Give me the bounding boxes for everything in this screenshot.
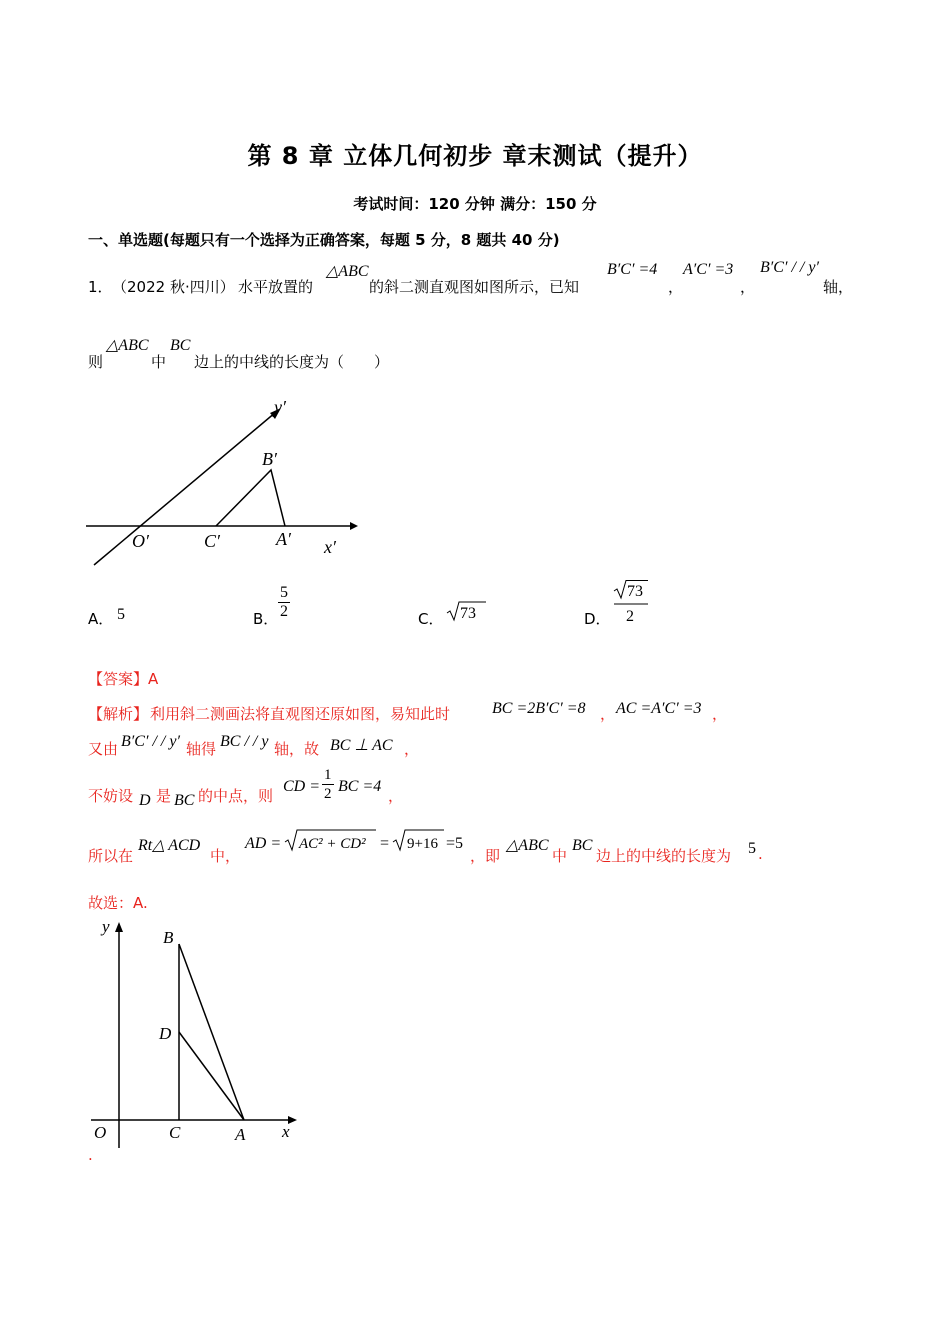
option-a-letter[interactable]: A．	[88, 610, 114, 628]
math-expr: AC =A′C′ =3	[616, 700, 702, 717]
analysis-text: 边上的中线的长度为	[596, 847, 732, 865]
label-b-prime: B′	[262, 449, 277, 469]
label-b: B	[163, 928, 174, 947]
page-title: 第 8 章 立体几何初步 章末测试（提升）	[247, 142, 703, 170]
math-expr: CD =	[283, 778, 321, 795]
analysis-text: 轴得	[186, 740, 217, 758]
triangle-sides	[216, 470, 285, 526]
math-condition: B′C′ / / y′	[760, 259, 819, 276]
label-c-prime: C′	[204, 531, 220, 551]
answer-value: A	[148, 670, 159, 688]
math-radical-1	[284, 828, 378, 854]
option-d-denominator: 2	[626, 608, 634, 625]
analysis-text: 的中点，则	[198, 787, 274, 805]
math-radical-2	[392, 828, 446, 854]
question-text: 则	[88, 353, 104, 371]
math-condition: A′C′ =3	[683, 261, 734, 278]
label-a-prime: A′	[276, 529, 291, 549]
analysis-text: ，	[600, 705, 616, 723]
option-a-value: 5	[117, 606, 125, 623]
x-axis-arrow	[350, 522, 358, 530]
question-text: 中	[151, 353, 167, 371]
question-number: 1．	[88, 278, 113, 296]
math-triangle: △ABC	[326, 263, 369, 280]
math-segment: BC	[170, 337, 191, 354]
analysis-text: ，	[388, 787, 404, 805]
analysis-text: ，	[404, 740, 420, 758]
y-axis-arrow	[115, 922, 123, 932]
answer-line	[88, 668, 158, 689]
label-y-prime: y′	[274, 397, 286, 417]
math-expr: =	[380, 835, 390, 852]
analysis-text: .	[758, 845, 763, 863]
math-expr: BC / / y	[220, 733, 269, 750]
y-axis-line	[94, 412, 276, 565]
analysis-text: 是	[156, 787, 172, 805]
label-o: O	[94, 1123, 107, 1142]
analysis-text: 利用斜二测画法将直观图还原如图，易知此时	[150, 705, 451, 723]
math-expr: =5	[446, 835, 464, 852]
label-x-prime: x′	[324, 537, 336, 557]
analysis-text: 中	[552, 847, 568, 865]
label-c: C	[169, 1123, 181, 1142]
math-expr: BC	[174, 792, 195, 809]
answer-tag: 【答案】	[88, 670, 149, 688]
label-y: y	[102, 917, 110, 936]
math-segment: BC	[572, 837, 593, 854]
math-expr: D	[139, 792, 151, 809]
analysis-text: 中，	[210, 847, 241, 865]
math-fraction-half: $\frac{1}{2}$	[324, 767, 332, 802]
math-expr: 5	[748, 840, 756, 857]
analysis-text: ，即	[470, 847, 501, 865]
math-expr: AD =	[245, 835, 282, 852]
option-b-letter[interactable]: B．	[253, 610, 279, 628]
exam-info: 考试时间：120 分钟 满分：150 分	[353, 195, 597, 213]
analysis-text: 又由	[88, 740, 119, 758]
option-c-radicand: 73	[460, 605, 476, 622]
math-triangle: △ABC	[506, 837, 549, 854]
label-d: D	[159, 1024, 172, 1043]
analysis-text: ，	[712, 705, 728, 723]
analysis-text: 所以在	[88, 847, 134, 865]
section-heading: 一、单选题(每题只有一个选择为正确答案，每题 5 分，8 题共 40 分)	[88, 231, 560, 249]
math-expr: BC ⊥ AC	[330, 737, 393, 754]
comma: ，	[668, 278, 684, 296]
question-text: 水平放置的	[238, 278, 314, 296]
math-triangle: △ABC	[106, 337, 149, 354]
math-expr: B′C′ / / y′	[121, 733, 180, 750]
radicand-2: 9+16	[407, 836, 438, 852]
math-expr: BC =4	[338, 778, 382, 795]
math-condition: B′C′ =4	[607, 261, 658, 278]
segment-ad	[179, 1032, 244, 1120]
comma: ，	[740, 278, 756, 296]
question-text: 边上的中线的长度为（ ）	[194, 353, 390, 371]
segment-ab	[179, 944, 244, 1120]
math-expr: Rt△ ACD	[138, 837, 201, 854]
option-c-letter[interactable]: C．	[418, 610, 444, 628]
option-d-fraction	[612, 580, 652, 626]
option-d-radicand: 73	[627, 583, 643, 600]
analysis-tag: 【解析】	[88, 705, 149, 723]
question-text: 轴，	[823, 278, 854, 296]
analysis-text: 轴，故	[274, 740, 320, 758]
option-d-letter[interactable]: D．	[584, 610, 611, 628]
question-text: 的斜二测直观图如图所示，已知	[369, 278, 580, 296]
oblique-diagram	[80, 395, 370, 575]
restored-diagram	[88, 916, 308, 1152]
radicand-1: AC² + CD²	[299, 836, 366, 852]
math-expr: BC =2B′C′ =8	[492, 700, 586, 717]
question-source: （2022 秋·四川）	[112, 278, 235, 296]
label-a: A	[235, 1125, 246, 1144]
label-o-prime: O′	[132, 531, 149, 551]
conclusion: 故选：A.	[88, 894, 148, 912]
option-c-radical	[446, 600, 486, 624]
analysis-text: 不妨设	[88, 787, 134, 805]
label-x: x	[282, 1122, 290, 1141]
trailing-period: .	[88, 1146, 93, 1164]
option-b-fraction: $\frac{5}{2}$	[280, 584, 288, 620]
